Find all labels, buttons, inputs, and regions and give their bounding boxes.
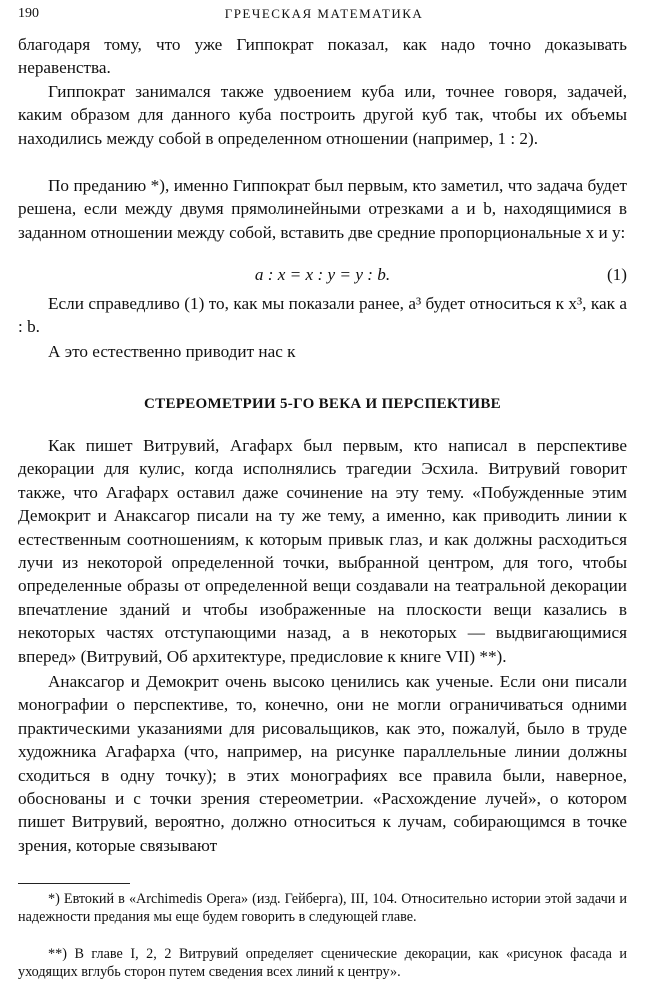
section-paragraph-1: Как пишет Витрувий, Агафарх был первым, кто написал в перспективе декорации для кулис, когда исполнялись трагедии Эсхила. Витрувий говорит также, что Агафарх оставил даже сочинение на эту тему. «Побужденные этим Демокрит и Анаксагор писали на ту же тему, а именно, как приводить линии к естественным соотношениям, к которым привык глаз, и как должны расходиться лучи из некоторой определенной точки, выбранной центром, для того, чтобы определенные образы от определенной вещи создавали на театральной декорации впечатление зданий и чтобы изображенные на плоскости вещи казались в некоторых частях отступающими назад, а в некоторых — выдвигающимися вперед» (Витрувий, Об архитектуре, предисловие к книге VII) **). (18, 436, 627, 666)
section-paragraph-2: Анаксагор и Демокрит очень высоко ценились как ученые. Если они писали монографии о перспективе, то, конечно, они не могли ограничиваться одними практическими указаниями для рисовальщиков, как это, пожалуй, было в труде художника Агафарха (что, например, на рисунке параллельные линии должны сходиться в одну точку); в этих монографиях все правила были, наверное, обоснованы и с точки зрения стереометрии. «Расхождение лучей», о котором пишет Витрувий, вероятно, должно относиться к лучам, собирающимся в точке зрения, которые связывают (18, 672, 627, 855)
page-header (18, 6, 630, 28)
paragraph-5: А это естественно приводит нас к (48, 342, 296, 361)
paragraph-3: По преданию *), именно Гиппократ был первым, кто заметил, что задача будет решена, если между двумя прямолинейными отрезками a и b, находящимися в заданном отношении между собой, вставить две средние пропорциональные x и y: (18, 176, 627, 242)
section-heading: СТЕРЕОМЕТРИИ 5-ГО ВЕКА И ПЕРСПЕКТИВЕ (144, 396, 501, 412)
paragraph-4: Если справедливо (1) то, как мы показали ранее, a³ будет относиться к x³, как a : b. (18, 294, 627, 337)
running-title: ГРЕЧЕСКАЯ МАТЕМАТИКА (224, 6, 424, 21)
equation-number: (1) (606, 265, 627, 284)
footnote-2: **) В главе I, 2, 2 Витрувий определяет сценические декорации, как «рисунок фасада и уходящих вглубь сторон путем сведения всех линий к центру». (18, 946, 627, 981)
paragraph-1: благодаря тому, что уже Гиппократ показал, как надо точно доказывать неравенства. (18, 35, 627, 78)
paragraph-2: Гиппократ занимался также удвоением куба или, точнее говоря, задачей, каким образом для данного куба построить другой куб так, чтобы их объемы находились между собой в определенном отношении (например, 1 : 2). (18, 82, 627, 148)
footnote-divider (18, 883, 130, 884)
page-number: 190 (18, 6, 39, 21)
equation-formula: a : x = x : y = y : b. (254, 265, 391, 284)
footnote-1: *) Евтокий в «Archimedis Opera» (изд. Гейберга), III, 104. Относительно истории этой задачи и надежности предания мы еще будем говорить в следующей главе. (18, 891, 627, 926)
